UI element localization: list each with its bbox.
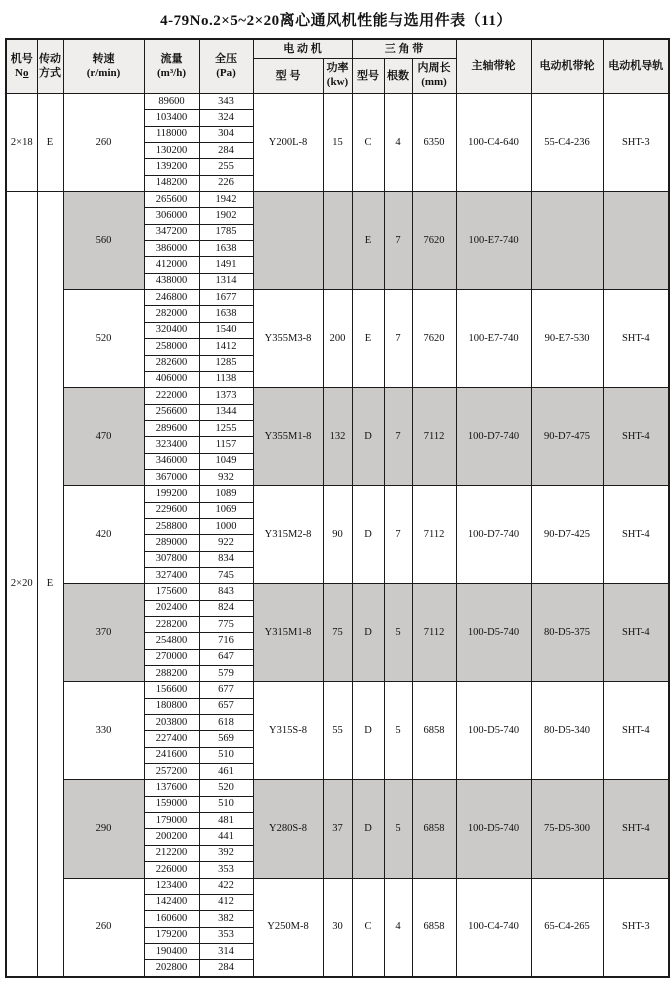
machine-no-cell: 2×20: [6, 192, 37, 977]
belt-count-cell: 4: [384, 94, 412, 192]
belt-model-cell: D: [352, 584, 384, 682]
motor-model-cell: Y200L-8: [253, 94, 323, 192]
flow-cell: 139200: [144, 159, 199, 175]
pressure-cell: 716: [199, 633, 253, 649]
motor-power-cell: 90: [323, 486, 352, 584]
motor-power-cell: [323, 192, 352, 290]
motor-rail-cell: SHT-3: [603, 94, 669, 192]
flow-cell: 227400: [144, 731, 199, 747]
pressure-cell: 657: [199, 698, 253, 714]
belt-length-cell: 7112: [412, 486, 456, 584]
motor-model-cell: Y355M3-8: [253, 290, 323, 388]
motor-rail-cell: [603, 192, 669, 290]
shaft-pulley-cell: 100-E7-740: [456, 192, 531, 290]
col-header-motor-power: 功率 (kw): [323, 59, 352, 94]
flow-cell: 226000: [144, 862, 199, 878]
header-group-row: [6, 39, 669, 59]
belt-length-cell: 7620: [412, 192, 456, 290]
flow-cell: 438000: [144, 273, 199, 289]
pressure-cell: 304: [199, 126, 253, 142]
shaft-pulley-cell: 100-D5-740: [456, 682, 531, 780]
flow-cell: 386000: [144, 241, 199, 257]
flow-cell: 306000: [144, 208, 199, 224]
table-row: [6, 290, 669, 306]
flow-cell: 327400: [144, 567, 199, 583]
flow-cell: 180800: [144, 698, 199, 714]
flow-cell: 265600: [144, 192, 199, 208]
speed-cell: 470: [63, 388, 144, 486]
flow-cell: 123400: [144, 878, 199, 894]
flow-cell: 282000: [144, 306, 199, 322]
belt-length-cell: 6350: [412, 94, 456, 192]
flow-cell: 212200: [144, 845, 199, 861]
pressure-cell: 1138: [199, 371, 253, 387]
motor-pulley-cell: 90-D7-475: [531, 388, 603, 486]
flow-cell: 137600: [144, 780, 199, 796]
motor-rail-cell: SHT-4: [603, 682, 669, 780]
col-header-pressure: 全压 (Pa): [199, 39, 253, 94]
shaft-pulley-cell: 100-E7-740: [456, 290, 531, 388]
motor-power-cell: 132: [323, 388, 352, 486]
flow-cell: 156600: [144, 682, 199, 698]
shaft-pulley-cell: 100-D5-740: [456, 584, 531, 682]
machine-no-cell: 2×18: [6, 94, 37, 192]
flow-cell: 200200: [144, 829, 199, 845]
pressure-cell: 1902: [199, 208, 253, 224]
belt-length-cell: 6858: [412, 682, 456, 780]
motor-pulley-cell: [531, 192, 603, 290]
flow-cell: 222000: [144, 388, 199, 404]
pressure-cell: 1785: [199, 224, 253, 240]
drive-cell: E: [37, 94, 63, 192]
pressure-cell: 1255: [199, 420, 253, 436]
belt-count-cell: 5: [384, 682, 412, 780]
flow-cell: 118000: [144, 126, 199, 142]
motor-rail-cell: SHT-3: [603, 878, 669, 977]
flow-cell: 320400: [144, 322, 199, 338]
flow-cell: 412000: [144, 257, 199, 273]
pressure-cell: 1157: [199, 437, 253, 453]
motor-pulley-cell: 65-C4-265: [531, 878, 603, 977]
motor-pulley-cell: 80-D5-375: [531, 584, 603, 682]
motor-model-cell: Y315M2-8: [253, 486, 323, 584]
table-row: [6, 878, 669, 894]
pressure-cell: 255: [199, 159, 253, 175]
flow-cell: 256600: [144, 404, 199, 420]
motor-model-cell: Y315S-8: [253, 682, 323, 780]
pressure-cell: 932: [199, 469, 253, 485]
flow-cell: 179000: [144, 813, 199, 829]
flow-cell: 257200: [144, 764, 199, 780]
motor-rail-cell: SHT-4: [603, 290, 669, 388]
speed-cell: 260: [63, 94, 144, 192]
motor-power-cell: 200: [323, 290, 352, 388]
pressure-cell: 520: [199, 780, 253, 796]
flow-cell: 202400: [144, 600, 199, 616]
motor-pulley-cell: 90-D7-425: [531, 486, 603, 584]
table-header: [6, 39, 669, 94]
col-header-shaft-pulley: 主轴带轮: [456, 39, 531, 94]
belt-length-cell: 6858: [412, 878, 456, 977]
pressure-cell: 1314: [199, 273, 253, 289]
flow-cell: 241600: [144, 747, 199, 763]
motor-model-cell: Y250M-8: [253, 878, 323, 977]
belt-model-cell: D: [352, 682, 384, 780]
flow-cell: 270000: [144, 649, 199, 665]
flow-cell: 323400: [144, 437, 199, 453]
speed-cell: 260: [63, 878, 144, 977]
flow-cell: 175600: [144, 584, 199, 600]
motor-rail-cell: SHT-4: [603, 388, 669, 486]
pressure-cell: 510: [199, 796, 253, 812]
pressure-cell: 647: [199, 649, 253, 665]
motor-rail-cell: SHT-4: [603, 486, 669, 584]
belt-model-cell: C: [352, 878, 384, 977]
pressure-cell: 745: [199, 567, 253, 583]
table-row: [6, 388, 669, 404]
motor-model-cell: Y280S-8: [253, 780, 323, 878]
belt-count-cell: 7: [384, 192, 412, 290]
motor-rail-cell: SHT-4: [603, 584, 669, 682]
pressure-cell: 569: [199, 731, 253, 747]
belt-length-cell: 7620: [412, 290, 456, 388]
flow-cell: 199200: [144, 486, 199, 502]
flow-cell: 190400: [144, 943, 199, 959]
belt-model-cell: E: [352, 290, 384, 388]
motor-power-cell: 15: [323, 94, 352, 192]
pressure-cell: 922: [199, 535, 253, 551]
motor-power-cell: 30: [323, 878, 352, 977]
speed-cell: 420: [63, 486, 144, 584]
belt-count-cell: 4: [384, 878, 412, 977]
pressure-cell: 441: [199, 829, 253, 845]
pressure-cell: 353: [199, 927, 253, 943]
belt-model-cell: D: [352, 486, 384, 584]
belt-model-cell: E: [352, 192, 384, 290]
pressure-cell: 775: [199, 617, 253, 633]
pressure-cell: 1412: [199, 339, 253, 355]
belt-length-cell: 7112: [412, 388, 456, 486]
pressure-cell: 314: [199, 943, 253, 959]
drive-cell: E: [37, 192, 63, 977]
motor-power-cell: 55: [323, 682, 352, 780]
motor-power-cell: 75: [323, 584, 352, 682]
pressure-cell: 1491: [199, 257, 253, 273]
pressure-cell: 579: [199, 666, 253, 682]
flow-cell: 203800: [144, 715, 199, 731]
belt-count-cell: 7: [384, 290, 412, 388]
shaft-pulley-cell: 100-D7-740: [456, 486, 531, 584]
col-header-belt-length: 内周长 (mm): [412, 59, 456, 94]
pressure-cell: 677: [199, 682, 253, 698]
flow-cell: 130200: [144, 143, 199, 159]
motor-pulley-cell: 75-D5-300: [531, 780, 603, 878]
belt-model-cell: D: [352, 388, 384, 486]
pressure-cell: 392: [199, 845, 253, 861]
motor-model-cell: Y315M1-8: [253, 584, 323, 682]
pressure-cell: 284: [199, 960, 253, 977]
shaft-pulley-cell: 100-C4-640: [456, 94, 531, 192]
pressure-cell: 284: [199, 143, 253, 159]
motor-model-cell: [253, 192, 323, 290]
table-row: [6, 486, 669, 502]
flow-cell: 179200: [144, 927, 199, 943]
table-row: [6, 780, 669, 796]
belt-count-cell: 5: [384, 780, 412, 878]
pressure-cell: 1373: [199, 388, 253, 404]
motor-rail-cell: SHT-4: [603, 780, 669, 878]
shaft-pulley-cell: 100-D7-740: [456, 388, 531, 486]
flow-cell: 367000: [144, 469, 199, 485]
flow-cell: 258000: [144, 339, 199, 355]
flow-cell: 160600: [144, 911, 199, 927]
speed-cell: 370: [63, 584, 144, 682]
col-header-speed: 转速 (r/min): [63, 39, 144, 94]
fan-table-body: [6, 94, 669, 977]
pressure-cell: 1069: [199, 502, 253, 518]
pressure-cell: 382: [199, 911, 253, 927]
pressure-cell: 1677: [199, 290, 253, 306]
col-header-motor-model: 型 号: [253, 59, 323, 94]
pressure-cell: 1049: [199, 453, 253, 469]
pressure-cell: 1540: [199, 322, 253, 338]
flow-cell: 254800: [144, 633, 199, 649]
shaft-pulley-cell: 100-D5-740: [456, 780, 531, 878]
pressure-cell: 461: [199, 764, 253, 780]
pressure-cell: 343: [199, 94, 253, 110]
col-group-motor: 电 动 机: [253, 39, 352, 59]
fan-performance-table: [5, 38, 670, 978]
belt-count-cell: 5: [384, 584, 412, 682]
pressure-cell: 1638: [199, 306, 253, 322]
flow-cell: 307800: [144, 551, 199, 567]
flow-cell: 288200: [144, 666, 199, 682]
col-group-belt: 三 角 带: [352, 39, 456, 59]
col-header-motor-pulley: 电动机带轮: [531, 39, 603, 94]
pressure-cell: 510: [199, 747, 253, 763]
speed-cell: 330: [63, 682, 144, 780]
table-row: [6, 584, 669, 600]
col-header-flow: 流量 (m³/h): [144, 39, 199, 94]
pressure-cell: 353: [199, 862, 253, 878]
flow-cell: 202800: [144, 960, 199, 977]
pressure-cell: 1638: [199, 241, 253, 257]
col-header-motor-rail: 电动机导轨: [603, 39, 669, 94]
flow-cell: 246800: [144, 290, 199, 306]
belt-model-cell: C: [352, 94, 384, 192]
speed-cell: 520: [63, 290, 144, 388]
flow-cell: 148200: [144, 175, 199, 191]
motor-model-cell: Y355M1-8: [253, 388, 323, 486]
belt-count-cell: 7: [384, 388, 412, 486]
table-row: [6, 192, 669, 208]
pressure-cell: 226: [199, 175, 253, 191]
pressure-cell: 618: [199, 715, 253, 731]
belt-length-cell: 6858: [412, 780, 456, 878]
pressure-cell: 1089: [199, 486, 253, 502]
pressure-cell: 1942: [199, 192, 253, 208]
pressure-cell: 1344: [199, 404, 253, 420]
machine-no-label: 机号: [10, 52, 33, 65]
belt-count-cell: 7: [384, 486, 412, 584]
pressure-cell: 1000: [199, 518, 253, 534]
pressure-cell: 422: [199, 878, 253, 894]
flow-cell: 406000: [144, 371, 199, 387]
machine-no-symbol: No: [15, 66, 29, 79]
page-title: 4-79No.2×5~2×20离心通风机性能与选用件表（11）: [160, 13, 512, 29]
flow-cell: 282600: [144, 355, 199, 371]
flow-cell: 346000: [144, 453, 199, 469]
motor-power-cell: 37: [323, 780, 352, 878]
flow-cell: 89600: [144, 94, 199, 110]
table-row: [6, 94, 669, 110]
pressure-cell: 824: [199, 600, 253, 616]
flow-cell: 229600: [144, 502, 199, 518]
belt-length-cell: 7112: [412, 584, 456, 682]
flow-cell: 347200: [144, 224, 199, 240]
table-row: [6, 682, 669, 698]
belt-model-cell: D: [352, 780, 384, 878]
col-header-belt-model: 型号: [352, 59, 384, 94]
motor-pulley-cell: 90-E7-530: [531, 290, 603, 388]
pressure-cell: 834: [199, 551, 253, 567]
flow-cell: 289000: [144, 535, 199, 551]
motor-pulley-cell: 55-C4-236: [531, 94, 603, 192]
flow-cell: 103400: [144, 110, 199, 126]
pressure-cell: 843: [199, 584, 253, 600]
col-header-machine-no: [6, 39, 37, 94]
speed-cell: 560: [63, 192, 144, 290]
pressure-cell: 1285: [199, 355, 253, 371]
speed-cell: 290: [63, 780, 144, 878]
col-header-belt-count: 根数: [384, 59, 412, 94]
flow-cell: 228200: [144, 617, 199, 633]
pressure-cell: 324: [199, 110, 253, 126]
motor-pulley-cell: 80-D5-340: [531, 682, 603, 780]
flow-cell: 289600: [144, 420, 199, 436]
shaft-pulley-cell: 100-C4-740: [456, 878, 531, 977]
flow-cell: 142400: [144, 894, 199, 910]
flow-cell: 258800: [144, 518, 199, 534]
col-header-drive: 传动 方式: [37, 39, 63, 94]
pressure-cell: 412: [199, 894, 253, 910]
pressure-cell: 481: [199, 813, 253, 829]
flow-cell: 159000: [144, 796, 199, 812]
